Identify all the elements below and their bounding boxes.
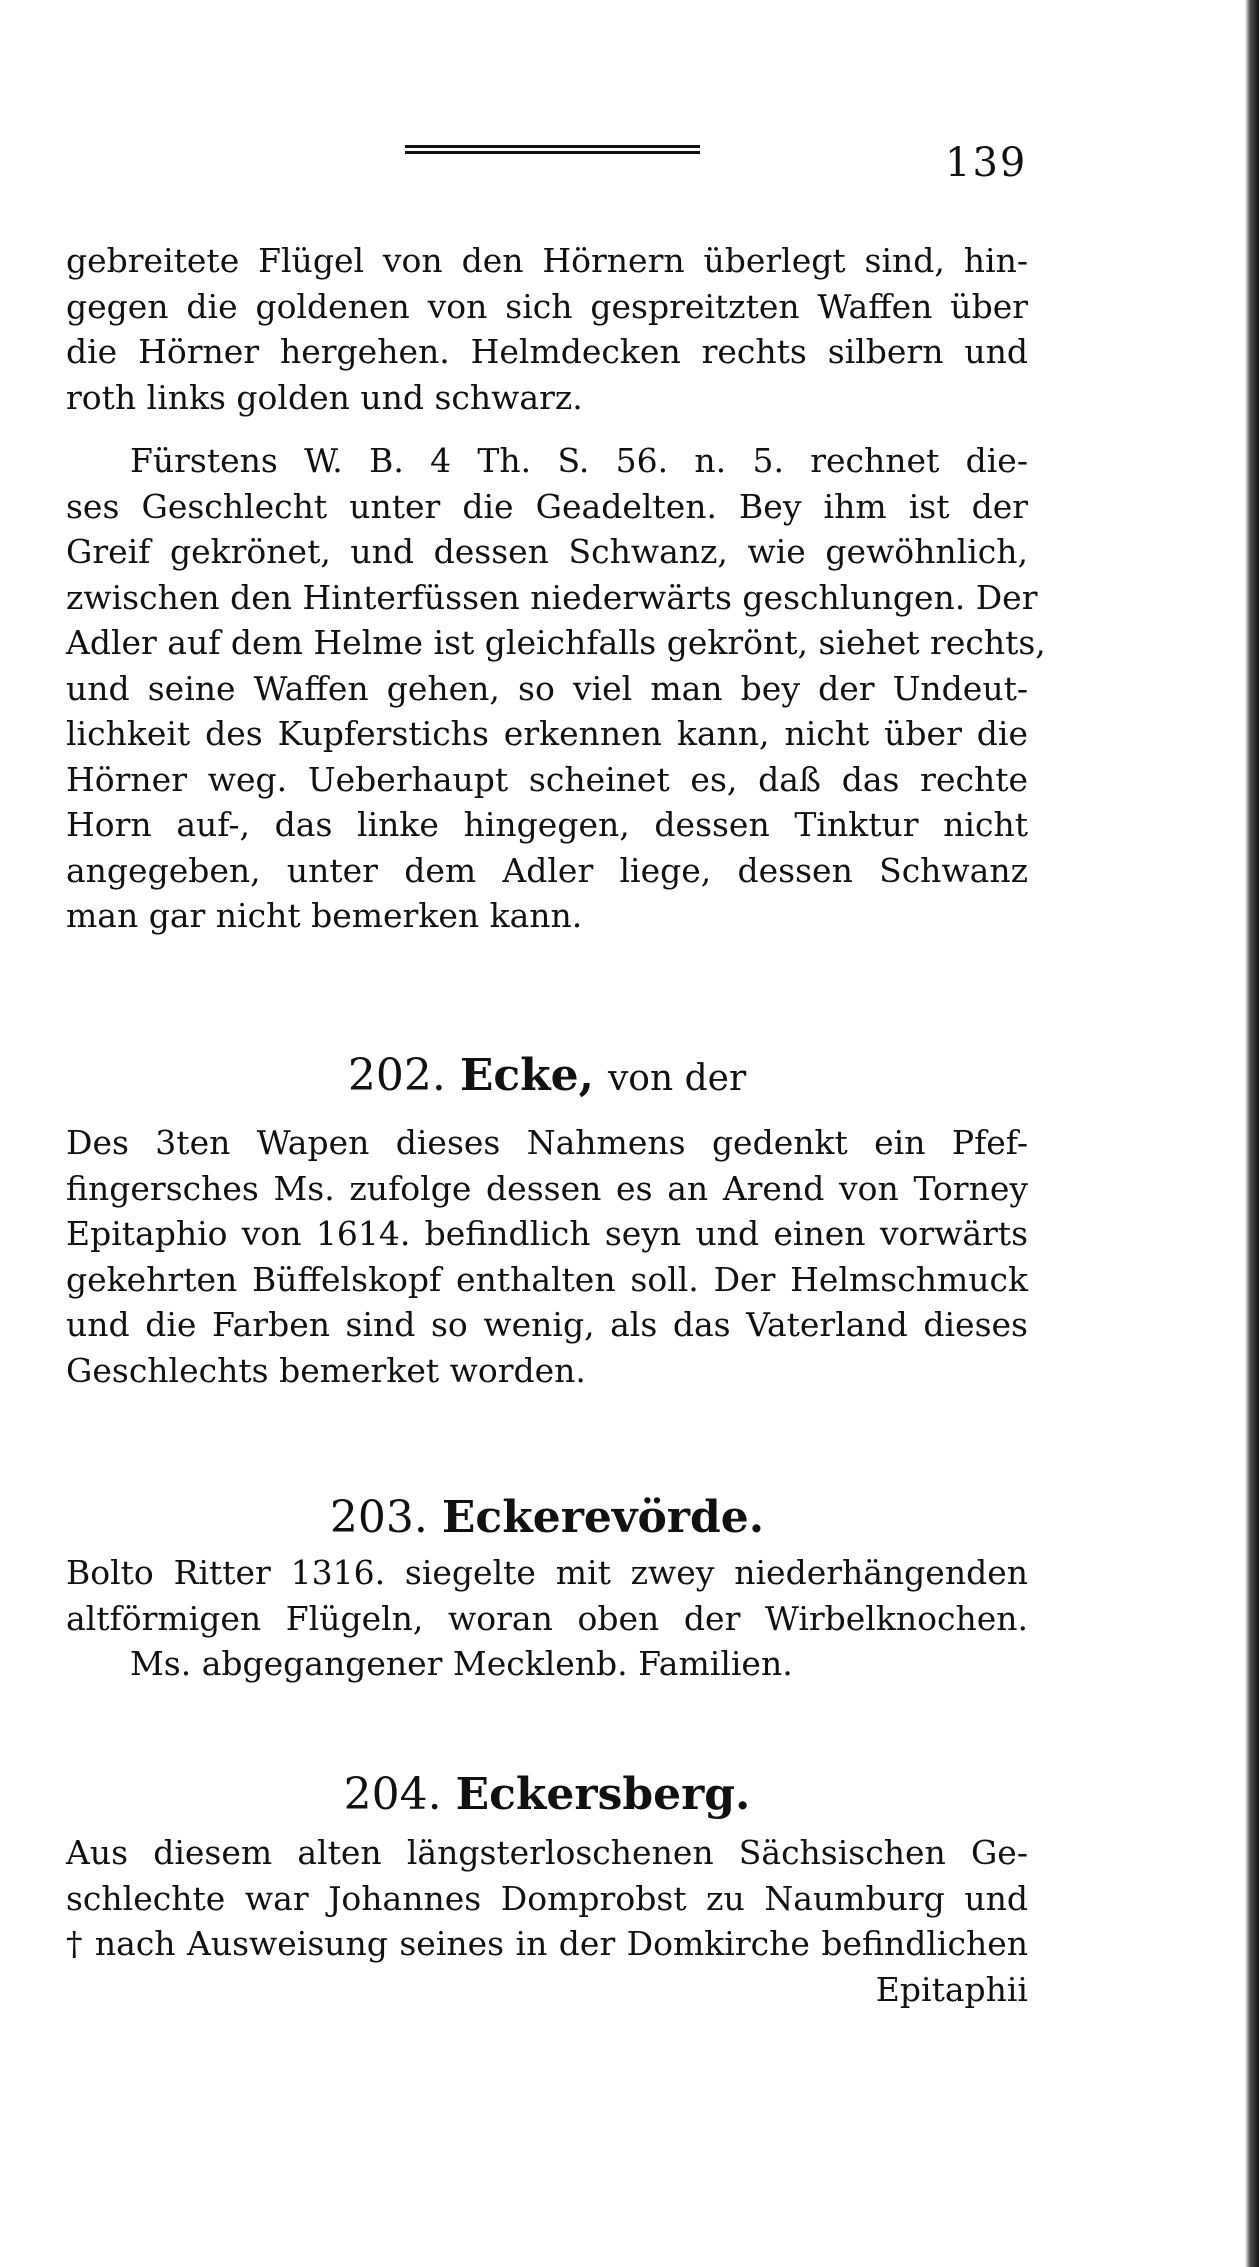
- text-line: gebreitete Flügel von den Hörnern überlegt sind, hin-: [66, 241, 1028, 280]
- text-line: altförmigen Flügeln, woran oben der Wirbelknochen.: [66, 1598, 1028, 1638]
- text-line: Fürstens W. B. 4 Th. S. 56. n. 5. rechnet die-: [130, 441, 1028, 480]
- page-edge-shadow: [1245, 0, 1259, 2267]
- continuation-paragraph: [66, 238, 1028, 420]
- source-citation: Ms. abgegangener Mecklenb. Familien.: [130, 1644, 793, 1683]
- entry-name: Eckersberg.: [455, 1769, 751, 1820]
- entry-202-heading: [66, 1046, 1028, 1106]
- text-line: gekehrten Büffelskopf enthalten soll. Der Helmschmuck: [66, 1259, 1028, 1299]
- entry-number: 203.: [329, 1492, 428, 1543]
- text-line: Epitaphio von 1614. befindlich seyn und einen vorwärts: [66, 1214, 1028, 1253]
- text-line: Bolto Ritter 1316. siegelte mit zwey niederhängenden: [66, 1553, 1028, 1592]
- text-line: gegen die goldenen von sich gespreitzten Waffen über: [66, 286, 1028, 326]
- text-line: Adler auf dem Helme ist gleichfalls gekrönt, siehet rechts,: [66, 623, 1046, 662]
- entry-203-heading: [66, 1488, 1028, 1548]
- text-line: † nach Ausweisung seines in der Domkirche befindlichen: [66, 1924, 1028, 1963]
- text-line: Geschlechts bemerket worden.: [66, 1350, 586, 1390]
- text-line: ses Geschlecht unter die Geadelten. Bey ihm ist der: [66, 486, 1028, 526]
- text-line: roth links golden und schwarz.: [66, 377, 583, 417]
- text-line: man gar nicht bemerken kann.: [66, 896, 583, 935]
- entry-204-text: [66, 1830, 1028, 2012]
- entry-203-text: [66, 1550, 1028, 1687]
- entry-204-heading: [66, 1765, 1028, 1825]
- entry-name: Ecke,: [459, 1050, 594, 1101]
- entry-name-suffix: von der: [607, 1058, 747, 1099]
- entry-number: 204.: [343, 1769, 442, 1820]
- catchword: Epitaphii: [875, 1969, 1028, 2009]
- text-line: Aus diesem alten längsterloschenen Sächsischen Ge-: [66, 1833, 1028, 1872]
- text-line: fingersches Ms. zufolge dessen es an Arend von Torney: [66, 1168, 1028, 1208]
- text-line: zwischen den Hinterfüssen niederwärts geschlungen. Der: [66, 577, 1038, 617]
- text-line: und seine Waffen gehen, so viel man bey der Undeut-: [66, 668, 1028, 708]
- text-line: schlechte war Johannes Domprobst zu Naumburg und: [66, 1878, 1028, 1918]
- text-line: Horn auf-, das linke hingegen, dessen Tinktur nicht: [66, 805, 1028, 844]
- text-line: die Hörner hergehen. Helmdecken rechts silbern und: [66, 332, 1028, 371]
- text-line: Des 3ten Wapen dieses Nahmens gedenkt ein Pfef-: [66, 1123, 1028, 1162]
- fuerstens-paragraph: [66, 438, 1046, 939]
- entry-name: Eckerevörde.: [441, 1492, 765, 1543]
- header-ornamental-rule: [405, 143, 700, 157]
- entry-number: 202.: [347, 1050, 446, 1101]
- text-line: lichkeit des Kupferstichs erkennen kann, nicht über die: [66, 714, 1028, 753]
- text-line: und die Farben sind so wenig, als das Vaterland dieses: [66, 1305, 1028, 1344]
- page-number: 139: [945, 140, 1028, 186]
- text-line: Greif gekrönet, und dessen Schwanz, wie gewöhnlich,: [66, 532, 1028, 571]
- text-line: Hörner weg. Ueberhaupt scheinet es, daß das rechte: [66, 759, 1028, 799]
- entry-202-text: [66, 1120, 1028, 1393]
- text-line: angegeben, unter dem Adler liege, dessen Schwanz: [66, 850, 1028, 890]
